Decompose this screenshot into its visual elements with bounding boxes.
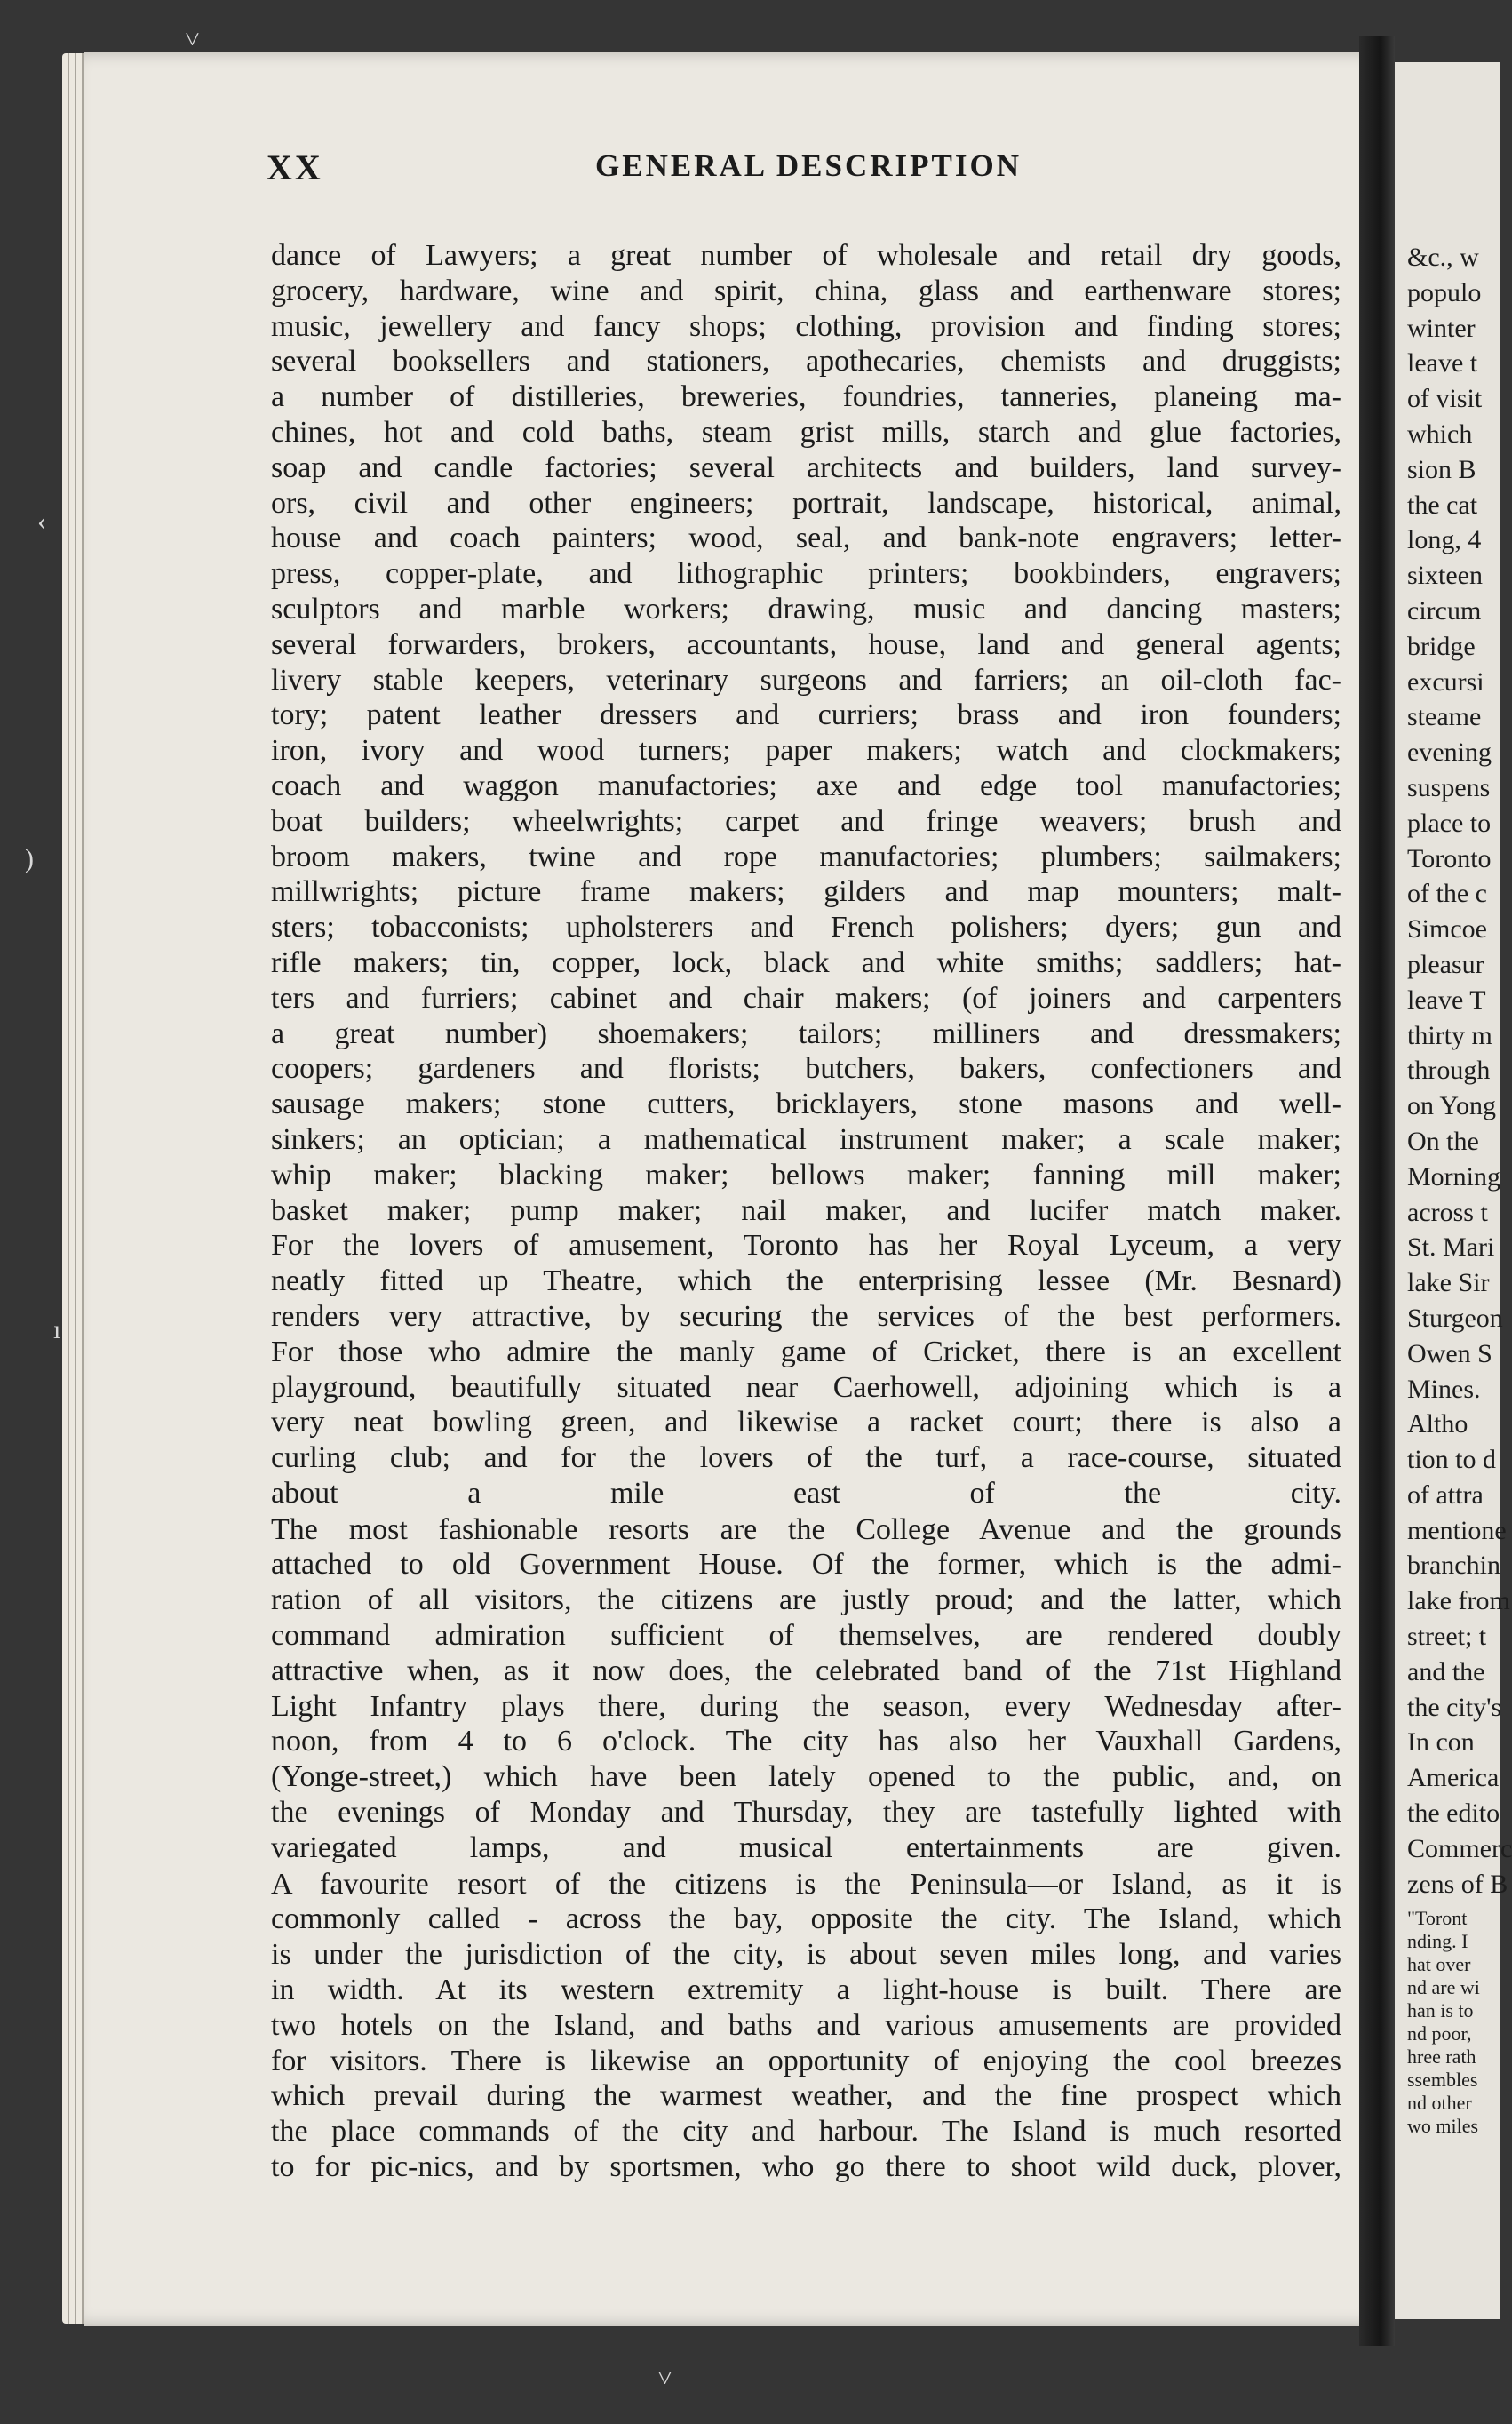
- right-page-line: which: [1407, 419, 1473, 449]
- right-page-line: leave T: [1407, 985, 1486, 1015]
- right-page-line: lake from: [1407, 1586, 1510, 1616]
- page-header: [267, 147, 1341, 200]
- right-page-line: and the: [1407, 1656, 1485, 1686]
- paragraph-text: dance of Lawyers; a great number of wholesale and retail dry goods, grocery, hardware, wine and spirit, china, glass and earthenware stores; music, jewellery and fancy shops; clothing, provision and finding stores; several booksellers and stationers, apothecaries, chemists and druggists; a number of distilleries, breweries, foundries, tanneries, planeing ma- chines, hot and cold baths, steam grist mills, starch and glue factories, soap and candle factories; several architects and builders, land survey- ors, civil and other engineers; portrait, landscape, historical, animal, house and coach painters; wood, seal, and bank-note engravers; letter- press, copper-plate, and lithographic printers; bookbinders, engravers; sculptors and marble workers; drawing, music and dancing masters; several forwarders, brokers, accountants, house, land and general agents; livery stable keepers, veterinary surgeons and farriers; an oil-cloth fac- tory; patent leather dressers and curriers; brass and iron founders; iron, ivory and wood turners; paper makers; watch and clockmakers; coach and waggon manufactories; axe and edge tool manufactories; boat builders; wheelwrights; carpet and fringe weavers; brush and broom makers, twine and rope manufactories; plumbers; sailmakers; millwrights; picture frame makers; gilders and map mounters; malt- sters; tobacconists; upholsterers and French polishers; dyers; gun and rifle makers; tin, copper, lock, black and white smiths; saddlers; hat- ters and furriers; cabinet and chair makers; (of joiners and carpenters a great number) shoemakers; tailors; milliners and dressmakers; coopers; gardeners and florists; butchers, bakers, confectioners and sausage makers; stone cutters, bricklayers, stone masons and well- sinkers; an optician; a mathematical instrument maker; a scale maker; whip maker; blacking maker; bellows maker; fanning mill maker; basket maker; pump maker; nail maker, and lucifer match maker. For the lovers of amusement, Toronto has her Royal Lyceum, a very neatly fitted up Theatre, which the enterprising lessee (Mr. Besnard) renders very attractive, by securing the services of the best performers. For those who admire the manly game of Cricket, there is an excellent playground, beautifully situated near Caerhowell, adjoining which is a very neat bowling green, and likewise a racket court; there is also a curling club; and for the lovers of the turf, a race-course, situated about a mile east of the city.: [271, 239, 1341, 1510]
- right-page-line: lake Sir: [1407, 1268, 1490, 1298]
- right-page-line: pleasur: [1407, 949, 1484, 979]
- right-page-line: circum: [1407, 595, 1482, 626]
- right-page-line: St. Mari: [1407, 1232, 1495, 1263]
- right-page-line: excursi: [1407, 666, 1484, 697]
- right-page-line: Owen S: [1407, 1338, 1492, 1368]
- right-page-footnote-line: hree rath: [1407, 2045, 1476, 2069]
- right-page-line: the cat: [1407, 490, 1478, 520]
- right-page-line: bridge: [1407, 631, 1476, 661]
- right-page-line: sion B: [1407, 454, 1476, 484]
- right-page-line: In con: [1407, 1727, 1475, 1758]
- right-page-footnote-line: nd are wi: [1407, 1976, 1480, 1999]
- right-page-line: branchin: [1407, 1551, 1500, 1581]
- right-page-line: steame: [1407, 702, 1482, 732]
- right-page-line: leave t: [1407, 348, 1478, 379]
- paragraph-text: The most fashionable resorts are the College Avenue and the grounds attached to old Government House. Of the former, which is the admi- ration of all visitors, the citizens are justly proud; and the latter, which command admiration sufficient of themselves, are rendered doubly attractive when, as it now does, the celebrated band of the 71st Highland Light Infantry plays there, during the season, every Wednesday after- noon, from 4 to 6 o'clock. The city has also her Vauxhall Gardens, (Yonge-street,) which have been lately opened to the public, and, on the evenings of Monday and Thursday, they are tastefully lighted with variegated lamps, and musical entertainments are given.: [271, 1512, 1341, 1864]
- right-page-line: Commerc: [1407, 1833, 1512, 1863]
- scan-mark: ı: [53, 1315, 61, 1344]
- right-page-line: of attra: [1407, 1479, 1484, 1510]
- right-page-footnote-line: han is to: [1407, 1999, 1474, 2022]
- right-page-line: mentione: [1407, 1515, 1507, 1545]
- right-page-line: through: [1407, 1056, 1491, 1086]
- right-page-line: on Yong: [1407, 1091, 1497, 1121]
- paragraph-text: A favourite resort of the citizens is the Peninsula—or Island, as it is commonly called - across the bay, opposite the city. The Island, which is under the jurisdiction of the city, is about seven miles long, and varies in width. At its western extremity a light-house is built. There are two hotels on the Island, and baths and various amusements are provided for visitors. There is likewise an opportunity of enjoying the cool breezes which prevail during the warmest weather, and the fine prospect which the place commands of the city and harbour. The Island is much resorted to for pic-nics, and by sportsmen, who go there to shoot wild duck, plover,: [271, 1867, 1341, 2184]
- right-page-line: On the: [1407, 1126, 1479, 1156]
- right-page-line: Altho: [1407, 1409, 1468, 1439]
- right-page-line: Morning: [1407, 1161, 1500, 1192]
- right-page-line: evening: [1407, 738, 1492, 768]
- paragraph-1: [271, 238, 1341, 1511]
- scan-mark: ): [25, 844, 34, 873]
- right-page-footnote-line: "Toront: [1407, 1907, 1468, 1930]
- right-page-line: Mines.: [1407, 1374, 1481, 1404]
- right-page-line: Sturgeon: [1407, 1303, 1503, 1333]
- paragraph-2: [271, 1512, 1341, 1866]
- right-page-line: the city's: [1407, 1692, 1502, 1722]
- body-text: [271, 238, 1341, 2185]
- right-page: [1395, 62, 1512, 2319]
- paragraph-3: [271, 1867, 1341, 2185]
- scan-mark: ˅: [185, 25, 200, 54]
- right-page-line: Simcoe: [1407, 914, 1487, 945]
- right-page-line: America: [1407, 1763, 1500, 1793]
- right-page-line: across t: [1407, 1197, 1488, 1227]
- right-page-line: Toronto: [1407, 843, 1492, 873]
- right-page-footnote-line: nding. I: [1407, 1930, 1468, 1953]
- right-page-text: [1407, 240, 1512, 2138]
- right-page-line: of visit: [1407, 384, 1483, 414]
- right-page-footnote-line: ssembles: [1407, 2069, 1478, 2092]
- right-page-line: the edito: [1407, 1798, 1500, 1829]
- right-page-line: street; t: [1407, 1622, 1487, 1652]
- right-page-footnote-line: nd poor,: [1407, 2022, 1472, 2045]
- right-page-line: sixteen: [1407, 561, 1483, 591]
- right-page-line: tion to d: [1407, 1445, 1497, 1475]
- right-page-line: of the c: [1407, 879, 1487, 909]
- scan-mark: ˅: [657, 2364, 672, 2393]
- right-page-line: winter: [1407, 313, 1476, 343]
- right-page-footnote-line: hat over: [1407, 1953, 1471, 1976]
- right-page-line: long, 4: [1407, 525, 1482, 555]
- right-page-line: &c., w: [1407, 243, 1479, 272]
- page-number: XX: [267, 148, 323, 187]
- right-page-line: zens of B: [1407, 1869, 1508, 1899]
- book-gutter: [1359, 36, 1395, 2346]
- right-page-footnote-line: nd other: [1407, 2092, 1472, 2115]
- right-page-line: thirty m: [1407, 1020, 1492, 1050]
- scan-mark: ‹: [37, 506, 46, 536]
- running-head: GENERAL DESCRIPTION: [595, 148, 1023, 183]
- right-page-line: suspens: [1407, 772, 1491, 802]
- right-page-line: populo: [1407, 277, 1482, 307]
- right-page-line: place to: [1407, 808, 1492, 838]
- right-page-footnote-line: wo miles: [1407, 2115, 1479, 2138]
